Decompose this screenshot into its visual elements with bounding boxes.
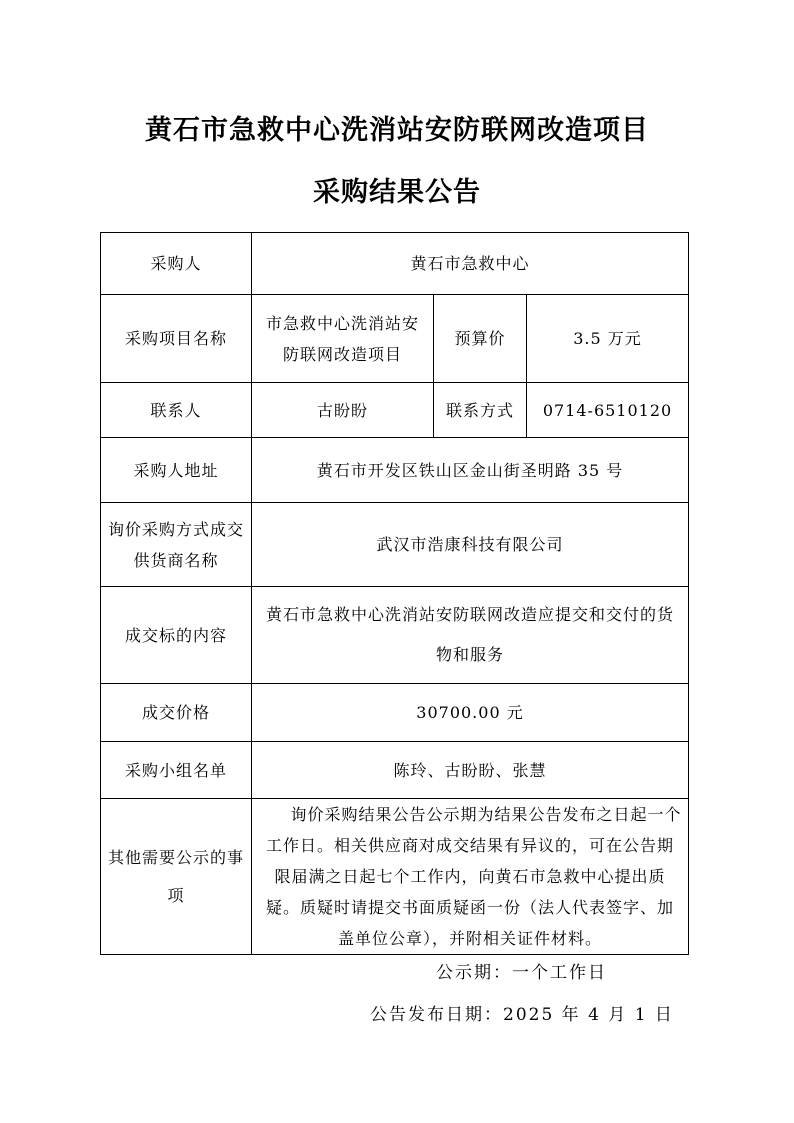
project-name-value: 市急救中心洗消站安防联网改造项目 <box>252 295 434 383</box>
contact-label: 联系人 <box>101 383 252 438</box>
table-row <box>101 503 689 587</box>
address-label: 采购人地址 <box>101 438 252 503</box>
other-matters-label: 其他需要公示的事项 <box>101 799 252 955</box>
table-row <box>101 295 689 383</box>
publish-date: 公告发布日期：2025 年 4 月 1 日 <box>370 1005 674 1025</box>
group-value: 陈玲、古盼盼、张慧 <box>252 742 689 799</box>
budget-label: 预算价 <box>434 295 527 383</box>
table-row <box>101 684 689 742</box>
supplier-value: 武汉市浩康科技有限公司 <box>252 503 689 587</box>
project-name-label: 采购项目名称 <box>101 295 252 383</box>
purchaser-value: 黄石市急救中心 <box>252 233 689 295</box>
content-value: 黄石市急救中心洗消站安防联网改造应提交和交付的货物和服务 <box>252 587 689 684</box>
other-matters-value: 询价采购结果公告公示期为结果公告发布之日起一个工作日。相关供应商对成交结果有异议的，可在公告期限届满之日起七个工作内，向黄石市急救中心提出质疑。质疑时请提交书面质疑函一份（法人代表签字、加盖单位公章），并附相关证件材料。 <box>266 805 682 948</box>
table-row <box>101 438 689 503</box>
table-row <box>101 742 689 799</box>
address-value: 黄石市开发区铁山区金山街圣明路 35 号 <box>252 438 689 503</box>
price-value: 30700.00 元 <box>252 684 689 742</box>
content-label: 成交标的内容 <box>101 587 252 684</box>
group-label: 采购小组名单 <box>101 742 252 799</box>
phone-label: 联系方式 <box>434 383 527 438</box>
table-row <box>101 383 689 438</box>
procurement-result-table <box>100 232 689 955</box>
budget-value: 3.5 万元 <box>527 295 689 383</box>
price-label: 成交价格 <box>101 684 252 742</box>
document-subtitle: 采购结果公告 <box>313 177 481 208</box>
table-row <box>101 233 689 295</box>
contact-value: 古盼盼 <box>252 383 434 438</box>
other-matters-cell <box>252 799 689 955</box>
notice-period: 公示期：一个工作日 <box>436 963 607 983</box>
table-row <box>101 587 689 684</box>
document-title: 黄石市急救中心洗消站安防联网改造项目 <box>145 115 649 146</box>
supplier-label: 询价采购方式成交供货商名称 <box>101 503 252 587</box>
table-row <box>101 799 689 955</box>
purchaser-label: 采购人 <box>101 233 252 295</box>
phone-value: 0714-6510120 <box>527 383 689 438</box>
